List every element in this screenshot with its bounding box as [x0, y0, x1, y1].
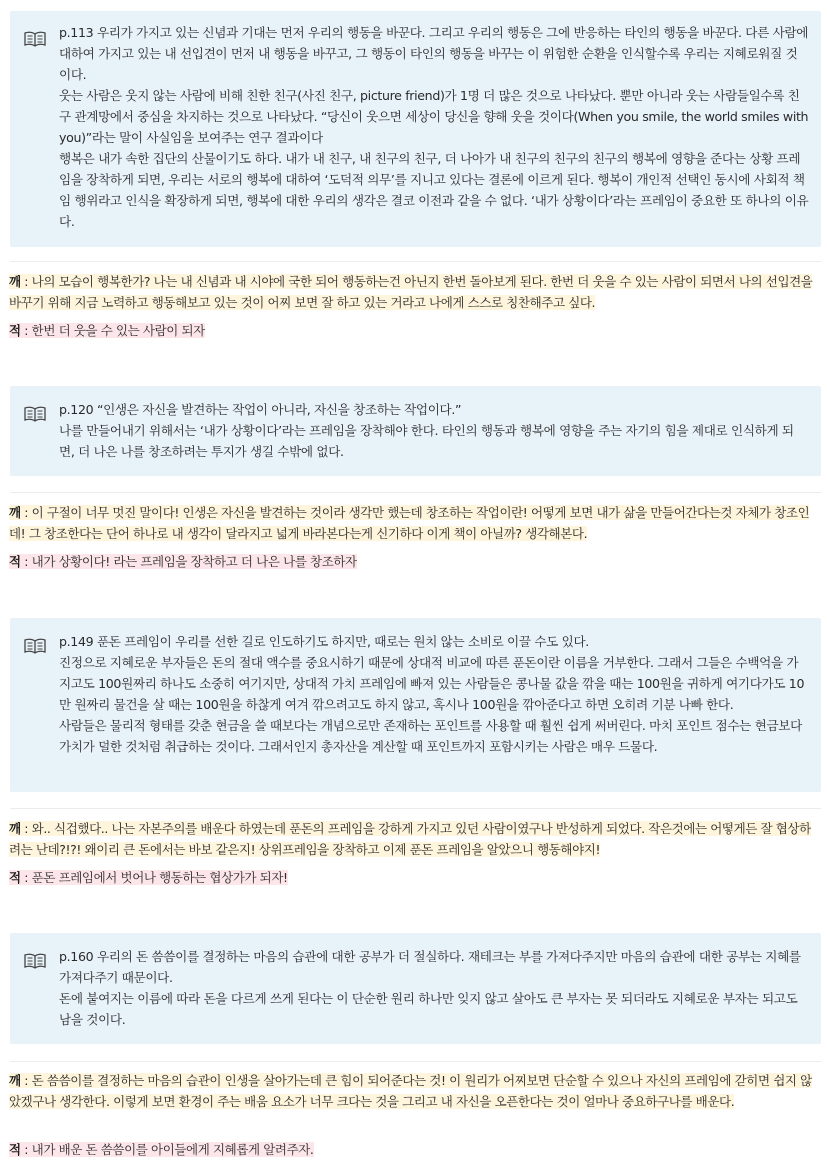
divider: [10, 1061, 821, 1062]
kkae-text: : 돈 씀씀이를 결정하는 마음의 습관이 인생을 살아가는데 큰 힘이 되어준다는 것! 이 원리가 어찌보면 단순할 수 있으나 자신의 프레임에 갇히면 쉽지 않았겠구나 생각한다. 이렇게 보면 환경이 주는 배움 요소가 너무 크다는 것을 그리고 내 자신을 오픈한다는 것이 얼마나 중요하구나를 배운다.: [9, 1073, 812, 1109]
kkae-note: [9, 271, 821, 313]
jeok-label: 적: [9, 1142, 21, 1157]
jeok-text: : 푼돈 프레임에서 벗어나 행동하는 협상가가 되자!: [20, 870, 288, 885]
divider: [10, 808, 821, 809]
jeok-text: : 한번 더 웃을 수 있는 사람이 되자: [20, 323, 205, 338]
jeok-label: 적: [9, 323, 21, 338]
quote-block-p120: [10, 386, 821, 476]
quote-paragraph: 사람들은 물리적 형태를 갖춘 현금을 쓸 때보다는 개념으로만 존재하는 포인트를 사용할 때 훨씬 쉽게 써버린다. 마치 포인트 점수는 현금보다 가치가 덜한 것처럼 취급하는 것이다. 그래서인지 총자산을 계산할 때 포인트까지 포함시키는 사람은 매우 드물다.: [59, 718, 802, 754]
kkae-highlight: [9, 505, 809, 541]
jeok-highlight: [9, 323, 205, 338]
kkae-highlight: [9, 274, 812, 310]
jeok-highlight: [9, 554, 357, 569]
jeok-note: [9, 551, 821, 572]
open-book-icon: [24, 31, 46, 47]
kkae-note: [9, 502, 821, 544]
divider: [10, 261, 821, 262]
kkae-label: 깨: [9, 821, 21, 836]
quote-paragraph: 웃는 사람은 웃지 않는 사람에 비해 친한 친구(사진 친구, picture friend)가 1명 더 많은 것으로 나타났다. 뿐만 아니라 웃는 사람들일수록 친구 관계망에서 중심을 차지하는 것으로 나타났다. “당신이 웃으면 세상이 당신을 향해 웃을 것이다(When you smile, the world smiles with you)”라는 말이 사실임을 보여주는 연구 결과이다: [59, 88, 809, 145]
jeok-note: [9, 867, 821, 888]
jeok-highlight: [9, 870, 288, 885]
quote-paragraph: 나를 만들어내기 위해서는 ‘내가 상황이다’라는 프레임을 장착해야 한다. 타인의 행동과 행복에 영향을 주는 자기의 힘을 제대로 인식하게 되면, 더 나은 나를 창조하려는 투지가 생길 수밖에 없다.: [59, 423, 794, 459]
kkae-highlight: [9, 1073, 812, 1109]
quote-text: [59, 946, 809, 1030]
kkae-label: 깨: [9, 274, 21, 289]
quote-paragraph: p.149 푼돈 프레임이 우리를 선한 길로 인도하기도 하지만, 때로는 원치 않는 소비로 이끌 수도 있다.: [59, 634, 589, 649]
quote-paragraph: 행복은 내가 속한 집단의 산물이기도 하다. 내가 내 친구, 내 친구의 친구, 더 나아가 내 친구의 친구의 친구의 행복에 영향을 준다는 상황 프레임을 장착하게 되면, 우리는 서로의 행복에 대하여 ‘도덕적 의무’를 지니고 있다는 결론에 이르게 된다. 행복이 개인적 선택인 동시에 사회적 책임 행위라고 인식을 확장하게 되면, 행복에 대한 우리의 생각은 결코 이전과 같을 수 없다. ‘내가 상황이다’라는 프레임이 중요한 또 하나의 이유다.: [59, 151, 809, 229]
open-book-icon: [24, 638, 46, 654]
jeok-label: 적: [9, 870, 21, 885]
quote-text: [59, 399, 809, 462]
kkae-note: [9, 818, 821, 860]
open-book-icon: [24, 953, 46, 969]
quote-paragraph: 돈에 붙여지는 이름에 따라 돈을 다르게 쓰게 된다는 이 단순한 원리 하나만 잊지 않고 살아도 큰 부자는 못 되더라도 지혜로운 부자는 되고도 남을 것이다.: [59, 991, 798, 1027]
quote-text: [59, 631, 809, 757]
jeok-note: [9, 1139, 821, 1160]
open-book-icon: [24, 406, 46, 422]
kkae-note: [9, 1070, 821, 1112]
quote-paragraph: p.120 “인생은 자신을 발견하는 작업이 아니라, 자신을 창조하는 작업이다.”: [59, 402, 462, 417]
jeok-label: 적: [9, 554, 21, 569]
quote-block-p149: [10, 618, 821, 792]
jeok-text: : 내가 상황이다! 라는 프레임을 장착하고 더 나은 나를 창조하자: [20, 554, 357, 569]
quote-block-p113: [10, 11, 821, 247]
divider: [10, 492, 821, 493]
kkae-highlight: [9, 821, 811, 857]
kkae-text: : 이 구절이 너무 멋진 말이다! 인생은 자신을 발견하는 것이라 생각만 했는데 창조하는 작업이란! 어떻게 보면 내가 삶을 만들어간다는것 자체가 창조인데! 그 창조한다는 단어 하나로 내 생각이 달라지고 넓게 바라본다는게 신기하다 이게 책이 아닐까? 생각해본다.: [9, 505, 810, 541]
quote-block-p160: [10, 933, 821, 1044]
kkae-text: : 나의 모습이 행복한가? 나는 내 신념과 내 시야에 국한 되어 행동하는건 아닌지 한번 돌아보게 된다. 한번 더 웃을 수 있는 사람이 되면서 나의 선입견을 바꾸기 위해 지금 노력하고 행동해보고 있는 것이 어찌 보면 잘 하고 있는 거라고 나에게 스스로 칭찬해주고 싶다.: [9, 274, 813, 310]
kkae-text: : 와.. 식겁했다.. 나는 자본주의를 배운다 하였는데 푼돈의 프레임을 강하게 가지고 있던 사람이였구나 반성하게 되었다. 작은것에는 어떻게든 잘 협상하려는 난데?!?! 왜이리 큰 돈에서는 바보 같은지! 상위프레임을 장착하고 이제 푼돈 프레임을 알았으니 행동해야지!: [9, 821, 811, 857]
quote-paragraph: p.113 우리가 가지고 있는 신념과 기대는 먼저 우리의 행동을 바꾼다. 그리고 우리의 행동은 그에 반응하는 타인의 행동을 바꾼다. 다른 사람에 대하여 가지고 있는 내 선입견이 먼저 내 행동을 바꾸고, 그 행동이 타인의 행동을 바꾸는 이 위험한 순환을 인식할수록 우리는 지혜로워질 것이다.: [59, 25, 809, 82]
quote-paragraph: p.160 우리의 돈 씀씀이를 결정하는 마음의 습관에 대한 공부가 더 절실하다. 재테크는 부를 가져다주지만 마음의 습관에 대한 공부는 지혜를 가져다주기 때문이다.: [59, 949, 801, 985]
kkae-label: 깨: [9, 1073, 21, 1088]
jeok-highlight: [9, 1142, 314, 1157]
kkae-label: 깨: [9, 505, 21, 520]
quote-paragraph: 진정으로 지혜로운 부자들은 돈의 절대 액수를 중요시하기 때문에 상대적 비교에 따른 푼돈이란 이름을 거부한다. 그래서 그들은 수백억을 가지고도 100원짜리 하나도 소중히 여기지만, 상대적 가치 프레임에 빠져 있는 사람들은 콩나물 값을 깎을 때는 100원을 귀하게 여기다가도 10만 원짜리 물건을 살 때는 100원을 하찮게 여겨 깎으려고도 하지 않고, 혹시나 100원을 깎아준다고 하면 오히려 기분 나빠 한다.: [59, 655, 805, 712]
jeok-text: : 내가 배운 돈 씀씀이를 아이들에게 지혜롭게 알려주자.: [20, 1142, 314, 1157]
quote-text: [59, 22, 809, 232]
jeok-note: [9, 320, 821, 341]
